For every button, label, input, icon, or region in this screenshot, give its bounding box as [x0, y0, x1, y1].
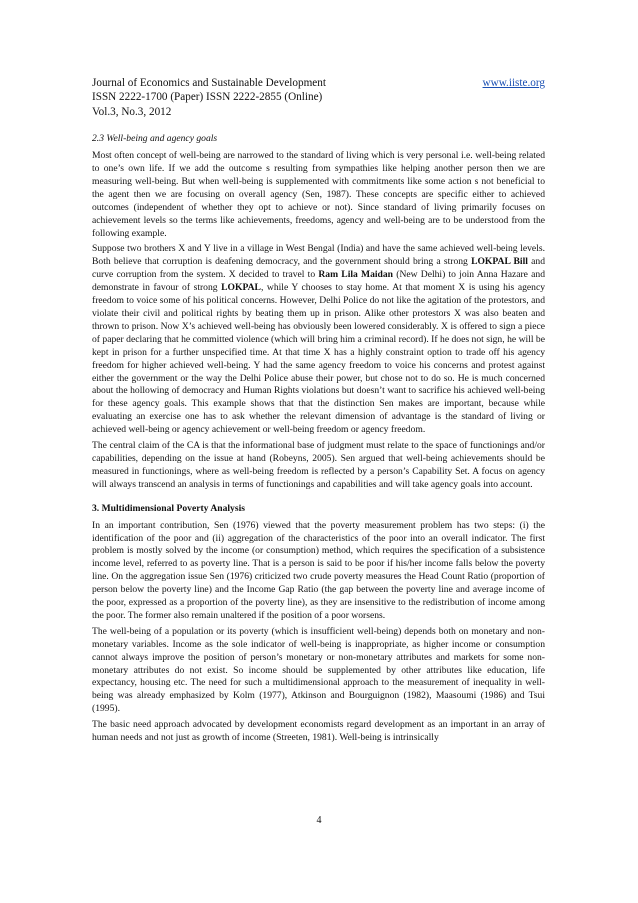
section-3-paragraph-3: The basic need approach advocated by development economists regard development as an important in an array of human needs and not just as growth of income (Streeten, 1981). Well-being is intrinsically: [92, 719, 545, 744]
volume-line: Vol.3, No.3, 2012: [92, 105, 172, 118]
journal-title: Journal of Economics and Sustainable Development: [92, 77, 326, 89]
p2-bold-lokpal-bill: LOKPAL Bill: [471, 256, 528, 268]
page-number: 4: [316, 815, 322, 826]
section-2-3-paragraph-3: The central claim of the CA is that the informational base of judgment must relate to the space of functionings and/or capabilities, depending on the issue at hand (Robeyns, 2005). Sen argued that well-being achievements should be measured in functionings, where as well-being freedom is reflected by a person’s Capability Set. A focus on agency will always transcend an analysis in terms of functionings and capabilities and will take agency goals into account.: [92, 440, 545, 490]
section-2-3-paragraph-1: Most often concept of well-being are narrowed to the standard of living which is very personal i.e. well-being related to one’s own life. If we add the outcome s resulting from sympathies like helping another person then we are measuring well-being. But when well-being is supplemented with commitments like some action s not beneficial to the agent then we are focusing on overall agency (Sen, 1987). These concepts are specific either to achieved outcomes (independent of whether they opt to achieve or not). Since standard of living primarily focuses on achievement levels so the terms like achievements, freedoms, agency and well-being are to be understood from the following example.: [92, 150, 545, 239]
document-page: [92, 76, 545, 748]
journal-url-link[interactable]: www.iiste.org: [482, 77, 545, 89]
section-2-3-heading: 2.3 Well-being and agency goals: [92, 133, 218, 145]
section-3-heading: 3. Multidimensional Poverty Analysis: [92, 502, 245, 514]
p2-text-e: (New Delhi) to join Anna Hazare and demonstrate in favour of strong: [92, 269, 545, 294]
p2-text-g: , while Y chooses to stay home. At that moment X is using his agency freedom to voice some of his political concerns. However, Delhi Police do not like the agitation of the protestors, and violate their civil and political rights by beating them up in prison. Alike other protestors X was also beaten and thrown to prison. Now X’s achieved well-being has obviously been lowered considerably. X is offered to sign a piece of paper declaring that he committed violence (which will bring him a criminal record). If he does not sign, he will be kept in prison for a further unspecified time. At that time X has a highly constraint option to trade off his agency freedom for higher achieved well-being. Y had the same agency freedom to voice his concerns and protest against either the government or the way the Delhi Police abuse their power, but chose not to do so. He is much concerned about the hollowing of democracy and Human Rights violations but doesn’t want to sacrifice his achieved well-being for these agency goals. This example shows that that the distinction Sen makes are important, because while evaluating an exercise one has to ask whether the relevant dimension of advantage is the standard of living or achieved well-being or agency achievement or well-being freedom or agency freedom.: [92, 282, 545, 436]
section-2-3-paragraph-2: [92, 243, 545, 437]
p2-bold-ram-lila-maidan: Ram Lila Maidan: [318, 269, 394, 281]
journal-header: [92, 76, 545, 119]
section-3-paragraph-1: In an important contribution, Sen (1976) viewed that the poverty measurement problem has two steps: (i) the identification of the poor and (ii) aggregation of the characteristics of the poor into an overall indicator. The first problem is mostly solved by the income (or consumption) method, which requires the specification of a subsistence income level, referred to as poverty line. That is a person is said to be poor if his/her income falls below the poverty line. On the aggregation issue Sen (1976) criticized two crude poverty measures the Head Count Ratio (proportion of person below the poverty line) and the Income Gap Ratio (the gap between the poverty line and average income of the poor, expressed as a proportion of the poverty line), as they are insensitive to the redistribution of income among the poor. The former also remain unaltered if the position of a poor worsens.: [92, 519, 545, 621]
issn-line: ISSN 2222-1700 (Paper) ISSN 2222-2855 (Online): [92, 91, 323, 104]
p2-text-c: and curve corruption from the system. X decided to travel to: [92, 256, 545, 281]
p2-text-a: Suppose two brothers X and Y live in a village in West Bengal (India) and have the same achieved well-being levels. Both believe that corruption is deafening democracy, and the government should bring a strong: [92, 243, 545, 268]
section-3-paragraph-2: The well-being of a population or its poverty (which is insufficient well-being) depends both on monetary and non-monetary variables. Income as the sole indicator of well-being is inappropriate, as higher income or consumption cannot always improve the position of person’s monetary or non-monetary attributes and markets for some non-monetary attributes do not exist. So income should be supplemented by other attributes like education, life expectancy, housing etc. The need for such a multidimensional approach to the measurement of inequality in well-being was already emphasized by Kolm (1977), Atkinson and Bourguignon (1982), Maasoumi (1986) and Tsui (1995).: [92, 625, 545, 715]
p2-bold-lokpal: LOKPAL: [221, 282, 261, 294]
